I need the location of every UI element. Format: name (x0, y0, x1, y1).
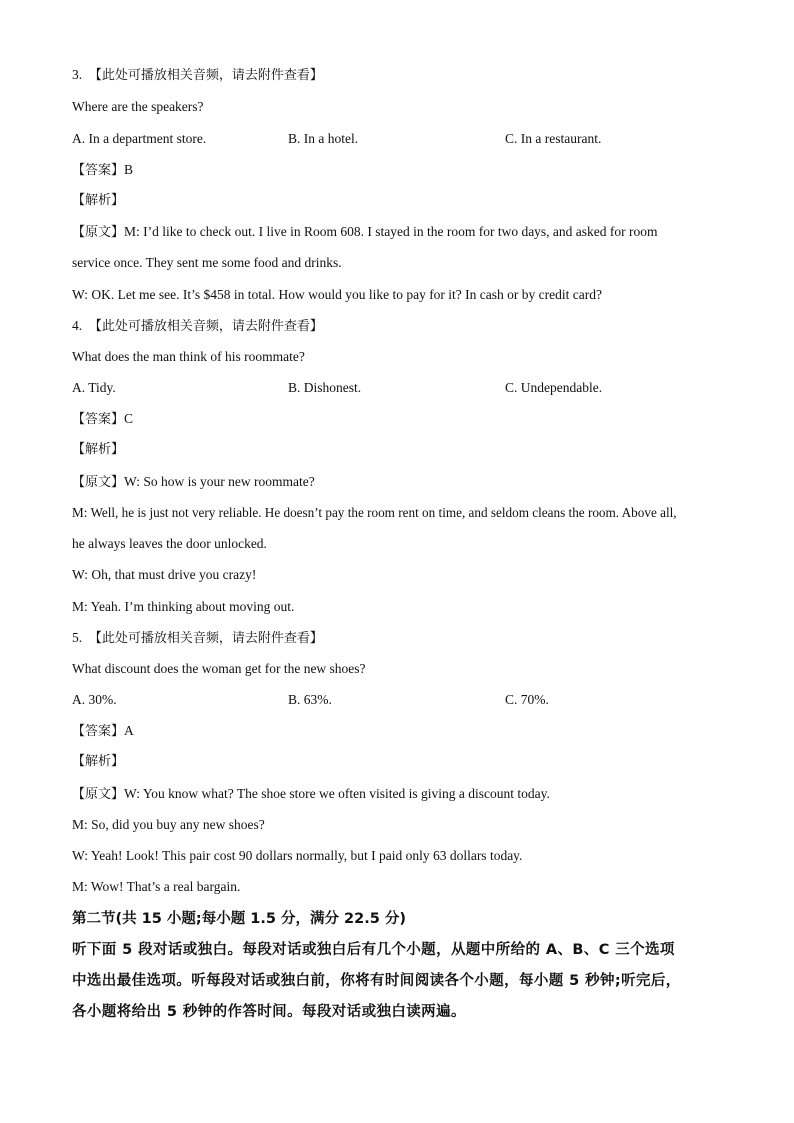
question-stem: What does the man think of his roommate? (72, 349, 305, 364)
answer-value: A (124, 723, 134, 738)
question-5-header (72, 629, 323, 648)
section-instructions-line: 中选出最佳选项。听每段对话或独白前，你将有时间阅读各个小题，每小题 5 秒钟;听完后， (72, 973, 681, 989)
section-instructions-line: 各小题将给出 5 秒钟的作答时间。每段对话或独白读两遍。 (72, 1004, 466, 1020)
section-title: 第二节(共 15 小题;每小题 1.5 分，满分 22.5 分) (72, 911, 406, 927)
option-a: A. 30%. (72, 692, 117, 707)
analysis-label: 【解析】 (72, 754, 125, 769)
option-c: C. In a restaurant. (505, 131, 602, 146)
answer-label: 【答案】 (72, 163, 125, 178)
answer-line (72, 410, 133, 429)
transcript-line: 【原文】M: I’d like to check out. I live in Room 608. I stayed in the room for two days, and asked for room (72, 224, 658, 240)
answer-label: 【答案】 (72, 724, 125, 739)
audio-placeholder[interactable]: 【此处可播放相关音频，请去附件查看】 (88, 68, 323, 83)
original-label: 【原文】 (72, 225, 125, 240)
transcript-line: he always leaves the door unlocked. (72, 536, 267, 551)
transcript-line: W: OK. Let me see. It’s $458 in total. How would you like to pay for it? In cash or by credit card? (72, 287, 602, 302)
question-4-header (72, 317, 323, 336)
transcript-line: W: Oh, that must drive you crazy! (72, 567, 257, 582)
question-3-header (72, 66, 323, 85)
audio-placeholder[interactable]: 【此处可播放相关音频，请去附件查看】 (88, 631, 323, 646)
question-number: 4. (72, 318, 83, 333)
transcript-line: M: Yeah. I’m thinking about moving out. (72, 599, 295, 614)
option-a: A. Tidy. (72, 380, 116, 395)
section-instructions-line: 听下面 5 段对话或独白。每段对话或独白后有几个小题，从题中所给的 A、B、C 三个选项 (72, 942, 675, 958)
option-b: B. Dishonest. (288, 380, 362, 395)
original-label: 【原文】 (72, 475, 125, 490)
analysis-label: 【解析】 (72, 193, 125, 208)
transcript-line: 【原文】W: You know what? The shoe store we often visited is giving a discount today. (72, 786, 550, 802)
question-stem: What discount does the woman get for the new shoes? (72, 661, 366, 676)
answer-line (72, 161, 133, 180)
question-stem: Where are the speakers? (72, 99, 204, 114)
question-number: 3. (72, 67, 83, 82)
answer-label: 【答案】 (72, 412, 125, 427)
option-b: B. In a hotel. (288, 131, 359, 146)
analysis-label: 【解析】 (72, 442, 125, 457)
transcript-line: M: So, did you buy any new shoes? (72, 817, 265, 832)
option-b: B. 63%. (288, 692, 332, 707)
option-c: C. 70%. (505, 692, 549, 707)
transcript-line: M: Wow! That’s a real bargain. (72, 879, 241, 894)
option-a: A. In a department store. (72, 131, 207, 146)
audio-placeholder[interactable]: 【此处可播放相关音频，请去附件查看】 (88, 319, 323, 334)
answer-value: C (124, 411, 134, 426)
answer-value: B (124, 162, 134, 177)
original-label: 【原文】 (72, 787, 125, 802)
transcript-line: 【原文】W: So how is your new roommate? (72, 474, 315, 490)
answer-line (72, 722, 134, 741)
option-c: C. Undependable. (505, 380, 603, 395)
question-number: 5. (72, 630, 83, 645)
transcript-line: M: Well, he is just not very reliable. He doesn’t pay the room rent on time, and seldom cleans the room. Above all, (72, 505, 677, 520)
transcript-line: service once. They sent me some food and drinks. (72, 255, 342, 270)
transcript-line: W: Yeah! Look! This pair cost 90 dollars normally, but I paid only 63 dollars today. (72, 848, 523, 863)
